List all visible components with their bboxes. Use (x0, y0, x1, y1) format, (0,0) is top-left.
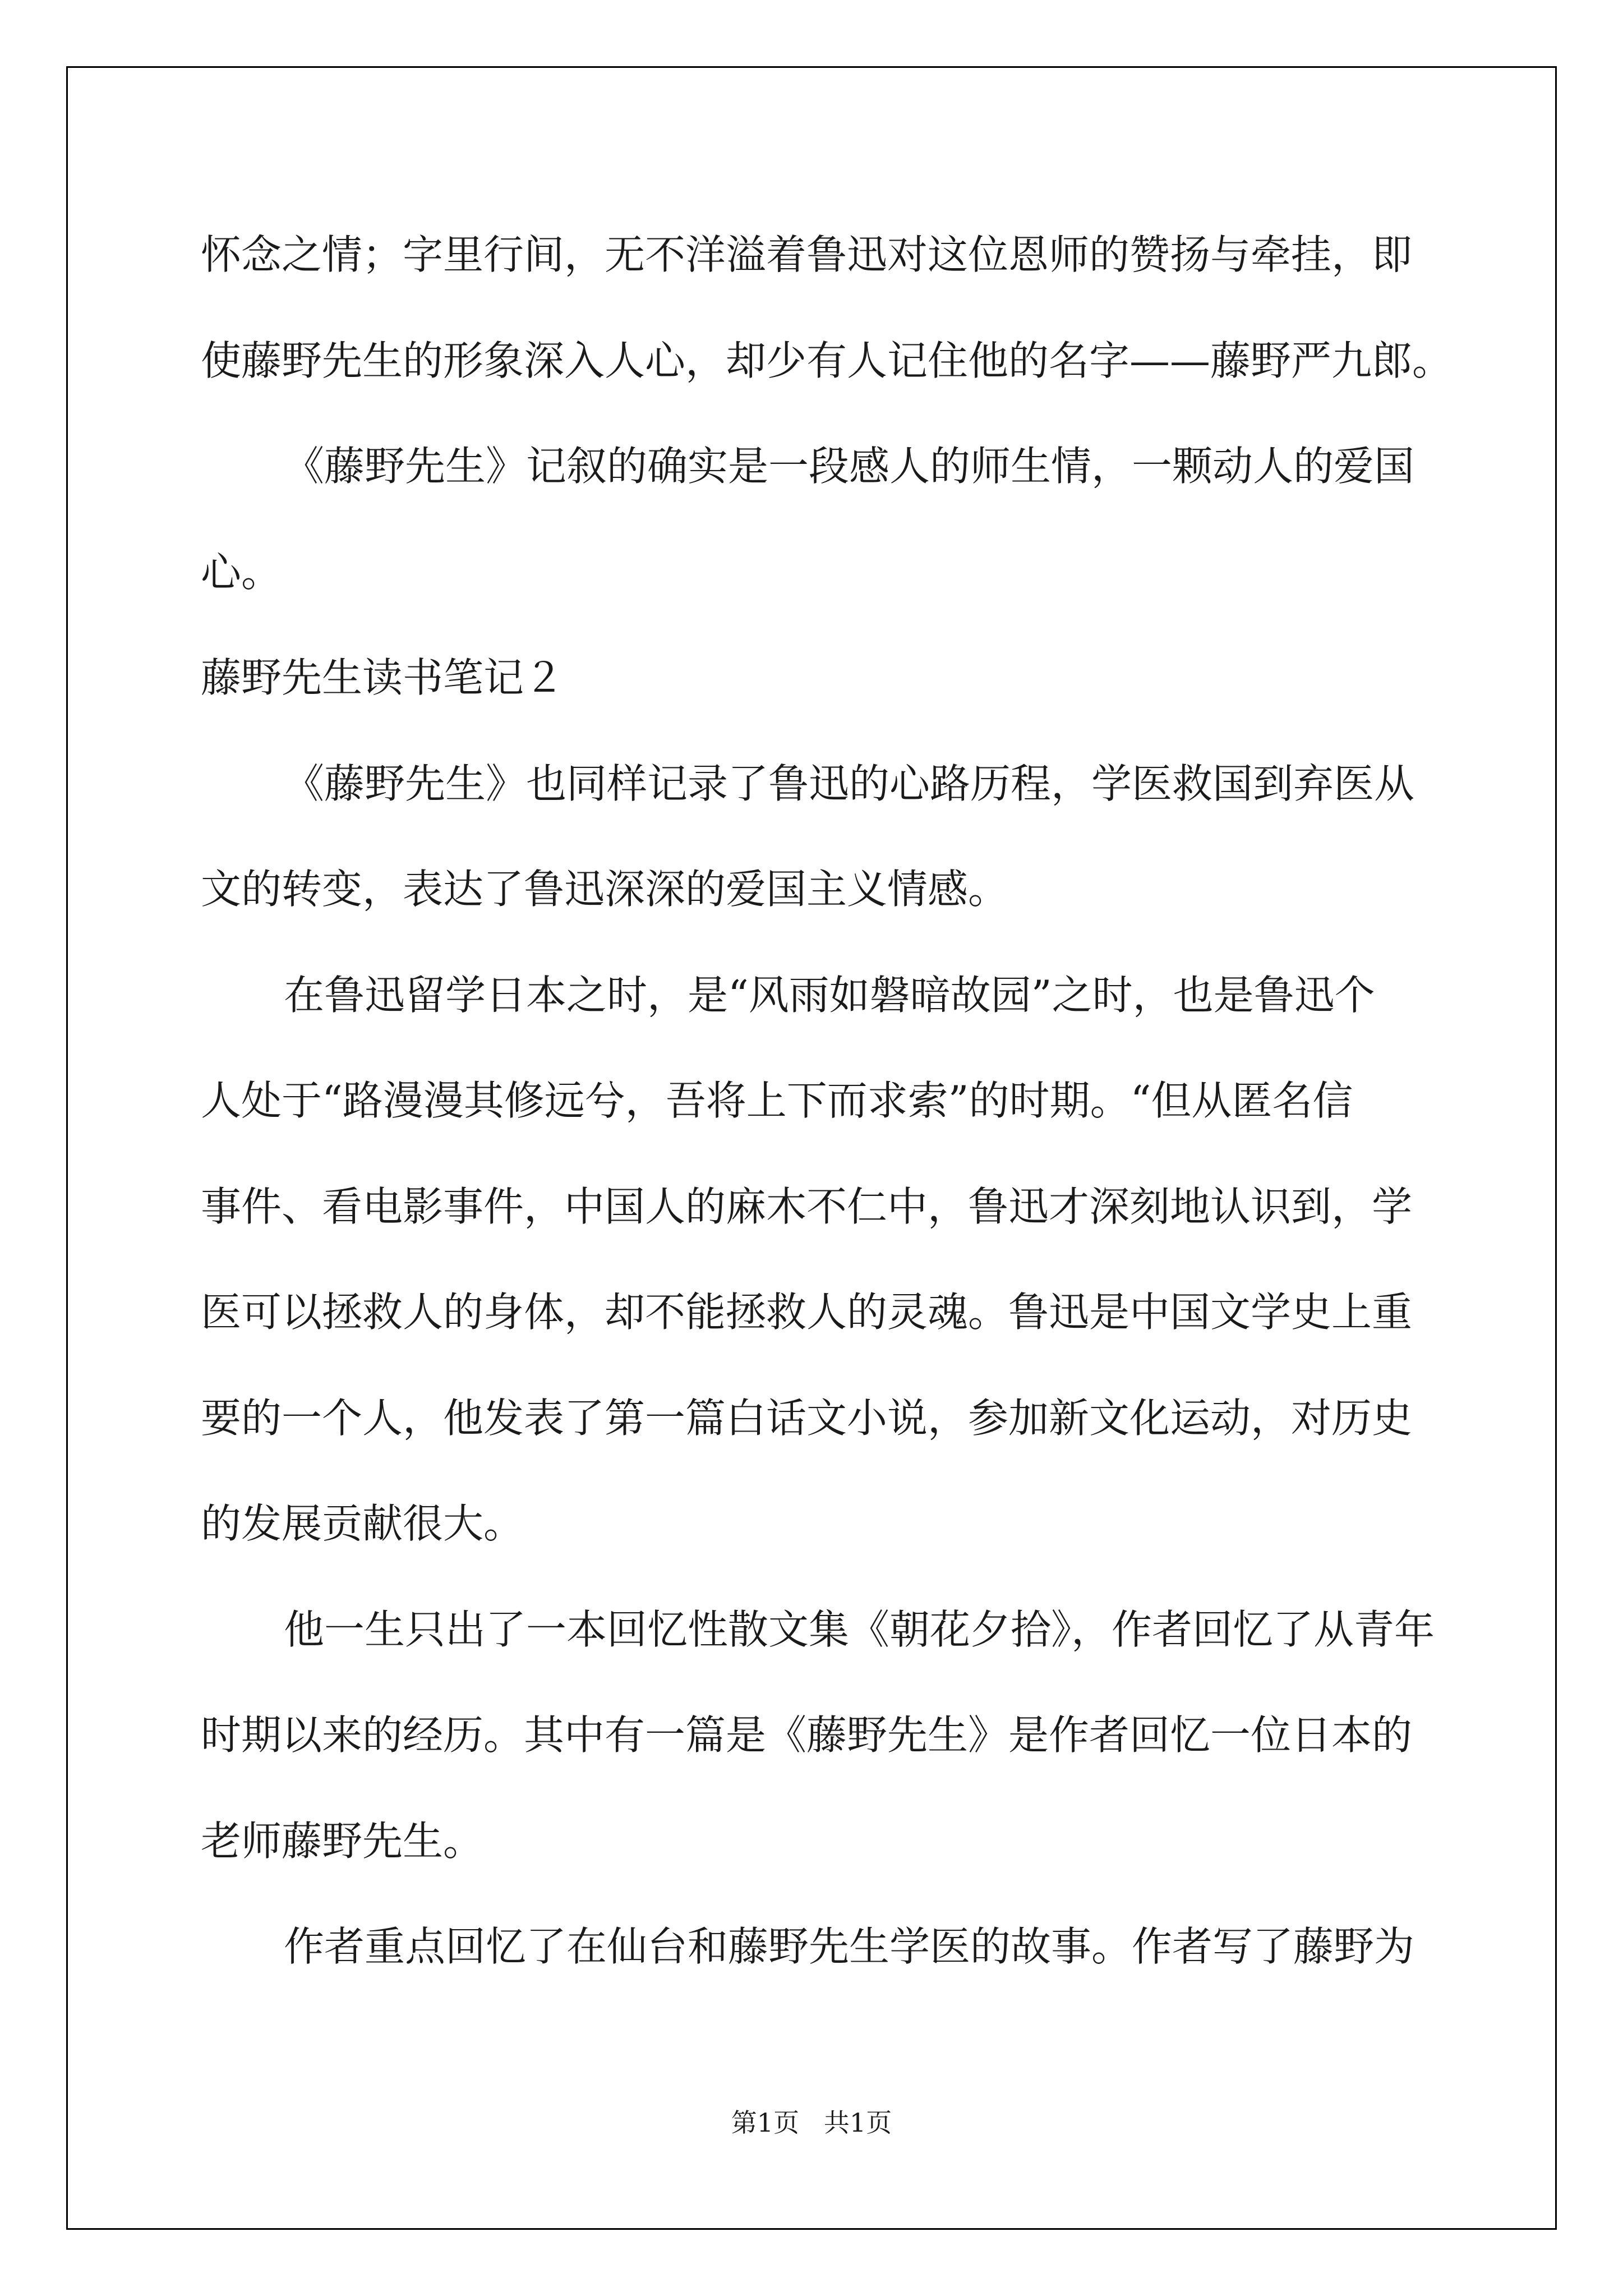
page-footer: 第1页 共1页 (731, 2108, 892, 2138)
text-line: 怀念之情；字里行间，无不洋溢着鲁迅对这位恩师的赞扬与牵挂，即 (201, 231, 1413, 278)
text-line: 要的一个人，他发表了第一篇白话文小说，参加新文化运动，对历史 (201, 1394, 1413, 1442)
text-line: 使藤野先生的形象深入人心，却少有人记住他的名字——藤野严九郎。 (201, 337, 1453, 384)
text-line: 老师藤野先生。 (201, 1817, 484, 1865)
text-line: 《藤野先生》记叙的确实是一段感人的师生情，一颗动人的爱国 (284, 443, 1415, 490)
text-line: 他一生只出了一本回忆性散文集《朝花夕拾》，作者回忆了从青年 (284, 1605, 1435, 1653)
text-line: 在鲁迅留学日本之时，是“风雨如磐暗故园”之时，也是鲁迅个 (284, 971, 1375, 1019)
text-line: 事件、看电影事件，中国人的麻木不仁中，鲁迅才深刻地认识到，学 (201, 1182, 1413, 1230)
document-body (201, 202, 1453, 2000)
text-line: 《藤野先生》也同样记录了鲁迅的心路历程，学医救国到弃医从 (284, 760, 1415, 807)
text-line: 医可以拯救人的身体，却不能拯救人的灵魂。鲁迅是中国文学史上重 (201, 1289, 1413, 1336)
text-line: 文的转变，表达了鲁迅深深的爱国主义情感。 (201, 866, 1009, 913)
text-line: 的发展贡献很大。 (201, 1500, 524, 1547)
text-line: 作者重点回忆了在仙台和藤野先生学医的故事。作者写了藤野为 (284, 1923, 1415, 1970)
text-line: 心。 (201, 548, 282, 596)
section-heading: 藤野先生读书笔记２ (201, 654, 565, 701)
text-line: 人处于“路漫漫其修远兮，吾将上下而求索”的时期。“但从匿名信 (201, 1077, 1353, 1124)
text-line: 时期以来的经历。其中有一篇是《藤野先生》是作者回忆一位日本的 (201, 1711, 1413, 1759)
